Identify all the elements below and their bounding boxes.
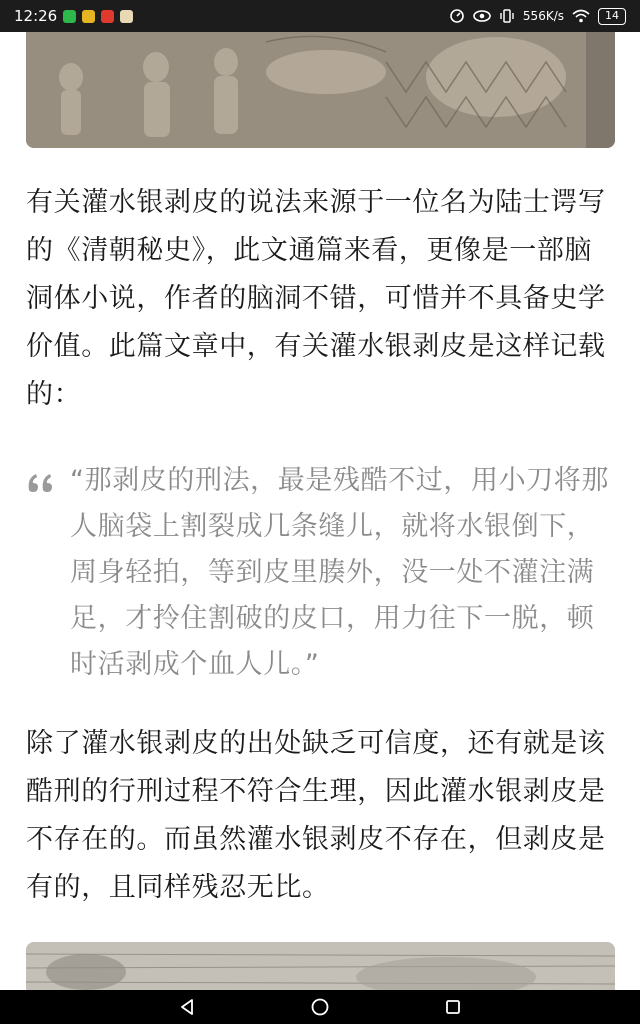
battery-indicator: 14 [598, 8, 626, 25]
recents-button[interactable] [438, 992, 468, 1022]
notification-app-icon-beige [120, 10, 133, 23]
recents-square-icon [444, 998, 462, 1016]
status-right [449, 8, 626, 25]
notification-app-icon-red [101, 10, 114, 23]
paragraph-1: 有关灌水银剥皮的说法来源于一位名为陆士谔写的《清朝秘史》，此文通篇来看，更像是一部脑洞体小说，作者的脑洞不错，可惜并不具备史学价值。此篇文章中，有关灌水银剥皮是这样记载的： [26, 187, 606, 410]
vibrate-icon [499, 9, 515, 23]
engraving-illustration [26, 942, 615, 990]
home-button[interactable] [305, 992, 335, 1022]
paragraph-2: 除了灌水银剥皮的出处缺乏可信度，还有就是该酷刑的行刑过程不符合生理，因此灌水银剥皮是不存在的。而虽然灌水银剥皮不存在，但剥皮是有的，且同样残忍无比。 [26, 728, 606, 903]
navigation-bar [0, 990, 640, 1024]
article-content[interactable] [0, 32, 640, 990]
quote-mark-icon [26, 466, 56, 496]
notification-app-icon-yellow [82, 10, 95, 23]
speedometer-icon [449, 8, 465, 24]
status-left [14, 7, 133, 25]
network-speed: 556K/s [522, 9, 564, 23]
article-image-relief[interactable] [26, 32, 615, 148]
back-button[interactable] [172, 992, 202, 1022]
status-bar [0, 0, 640, 32]
quote-text: “那剥皮的刑法，最是残酷不过，用小刀将那人脑袋上割裂成几条缝儿，就将水银倒下，周身轻拍，等到皮里腠外，没一处不灌注满足，才拎住割破的皮口，用力往下一脱，顿时活剥成个血人儿。” [70, 465, 609, 680]
home-circle-icon [310, 997, 330, 1017]
article-image-engraving[interactable] [26, 942, 615, 990]
stone-relief-illustration [26, 32, 615, 148]
eye-icon [473, 9, 491, 23]
notification-app-icon-green [63, 10, 76, 23]
back-triangle-icon [178, 998, 196, 1016]
wifi-icon [572, 9, 590, 23]
status-time: 12:26 [14, 7, 58, 25]
